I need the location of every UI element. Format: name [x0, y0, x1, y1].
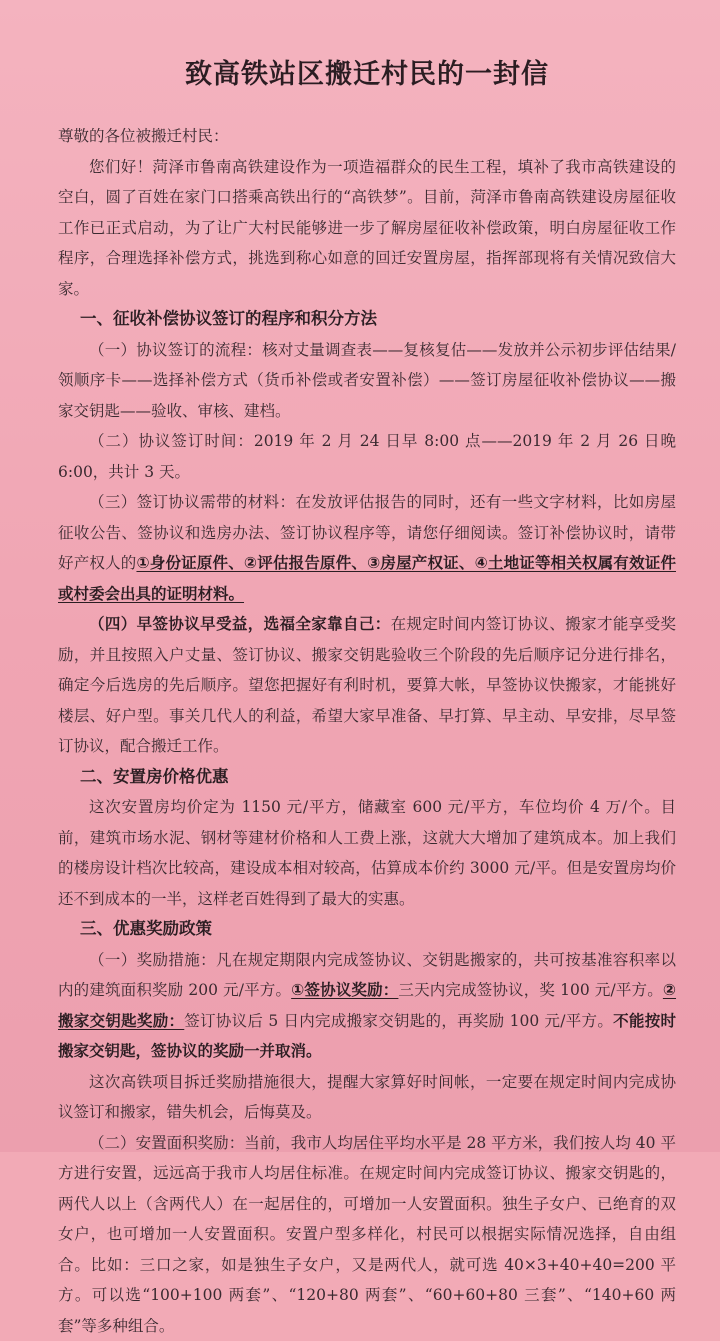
materials-text: （三）签订协议需带的材料：在发放评估报告的同时，还有一些文字材料，比如房屋征收公告、签协议和选房办法、签订协议程序等，请您仔细阅读。签订补偿协议时，请带好产权人的: [58, 493, 676, 572]
reward-text-b: 三天内完成签协议，奖 100 元/平方。: [398, 981, 662, 999]
section-3-area-reward: （二）安置面积奖励：当前，我市人均居住平均水平是 28 平方米，我们按人均 40 平方进行安置，远远高于我市人均居住标准。在规定时间内完成签订协议、搬家交钥匙的，两代人以上（含两代人）在一起居住的，可增加一人安置面积。独生子女户、已绝育的双女户，也可增加一人安置面积。安置户型多样化，村民可以根据实际情况选择，自由组合。比如：三口之家，如是独生子女户，又是两代人，就可选 40×3+40+40=200 平方。可以选“100+100 两套”、“120+80 两套”、“60+60+80 三套”、“140+60 两套”等多种组合。: [58, 1128, 676, 1341]
section-3-heading: 三、优惠奖励政策: [58, 914, 676, 945]
reward-text-c: 签订协议后 5 日内完成搬家交钥匙的，再奖励 100 元/平方。: [184, 1012, 613, 1030]
section-1-process: （一）协议签订的流程：核对丈量调查表——复核复估——发放并公示初步评估结果/领顺序卡——选择补偿方式（货币补偿或者安置补偿）——签订房屋征收补偿协议——搬家交钥匙——验收、审核、建档。: [58, 335, 676, 427]
greeting: 尊敬的各位被搬迁村民：: [58, 121, 676, 152]
section-3-reward: [58, 945, 676, 1067]
early-benefit-label: （四）早签协议早受益，选福全家靠自己：: [89, 615, 391, 633]
materials-list: ①身份证原件、②评估报告原件、③房屋产权证、④土地证等相关权属有效证件或村委会出具的证明材料。: [58, 554, 676, 603]
section-1-time: （二）协议签订时间：2019 年 2 月 24 日早 8:00 点——2019 年 2 月 26 日晚 6:00，共计 3 天。: [58, 426, 676, 487]
reward-move-label: ②搬家交钥匙奖励：: [58, 981, 676, 1030]
section-1-materials: [58, 487, 676, 609]
intro-paragraph: 您们好！菏泽市鲁南高铁建设作为一项造福群众的民生工程，填补了我市高铁建设的空白，圆了百姓在家门口搭乘高铁出行的“高铁梦”。目前，菏泽市鲁南高铁建设房屋征收工作已正式启动，为了让广大村民能够进一步了解房屋征收补偿政策，明白房屋征收工作程序，合理选择补偿方式，挑选到称心如意的回迁安置房屋，指挥部现将有关情况致信大家。: [58, 152, 676, 305]
section-2-price: 这次安置房均价定为 1150 元/平方，储藏室 600 元/平方，车位均价 4 万/个。目前，建筑市场水泥、钢材等建材价格和人工费上涨，这就大大增加了建筑成本。加上我们的楼房设计档次比较高，建设成本相对较高，估算成本价约 3000 元/平。但是安置房均价还不到成本的一半，这样老百姓得到了最大的实惠。: [58, 792, 676, 914]
reward-text-a: （一）奖励措施：凡在规定期限内完成签协议、交钥匙搬家的，共可按基准容积率以内的建筑面积奖励 200 元/平方。: [58, 951, 676, 1000]
section-1-heading: 一、征收补偿协议签订的程序和积分方法: [58, 304, 676, 335]
page-title: 致高铁站区搬迁村民的一封信: [58, 52, 676, 91]
early-benefit-text: 在规定时间内签订协议、搬家才能享受奖励，并且按照入户丈量、签订协议、搬家交钥匙验收三个阶段的先后顺序记分进行排名，确定今后选房的先后顺序。望您把握好有利时机，要算大帐，早签协议快搬家，才能挑好楼层、好户型。事关几代人的利益，希望大家早准备、早打算、早主动、早安排，尽早签订协议，配合搬迁工作。: [58, 615, 676, 755]
section-1-early-benefit: [58, 609, 676, 762]
reward-cancel-note: 不能按时搬家交钥匙，签协议的奖励一并取消。: [58, 1012, 676, 1061]
section-3-reminder: 这次高铁项目拆迁奖励措施很大，提醒大家算好时间帐，一定要在规定时间内完成协议签订和搬家，错失机会，后悔莫及。: [58, 1067, 676, 1128]
reward-sign-label: ①签协议奖励：: [291, 981, 398, 999]
section-2-heading: 二、安置房价格优惠: [58, 762, 676, 793]
